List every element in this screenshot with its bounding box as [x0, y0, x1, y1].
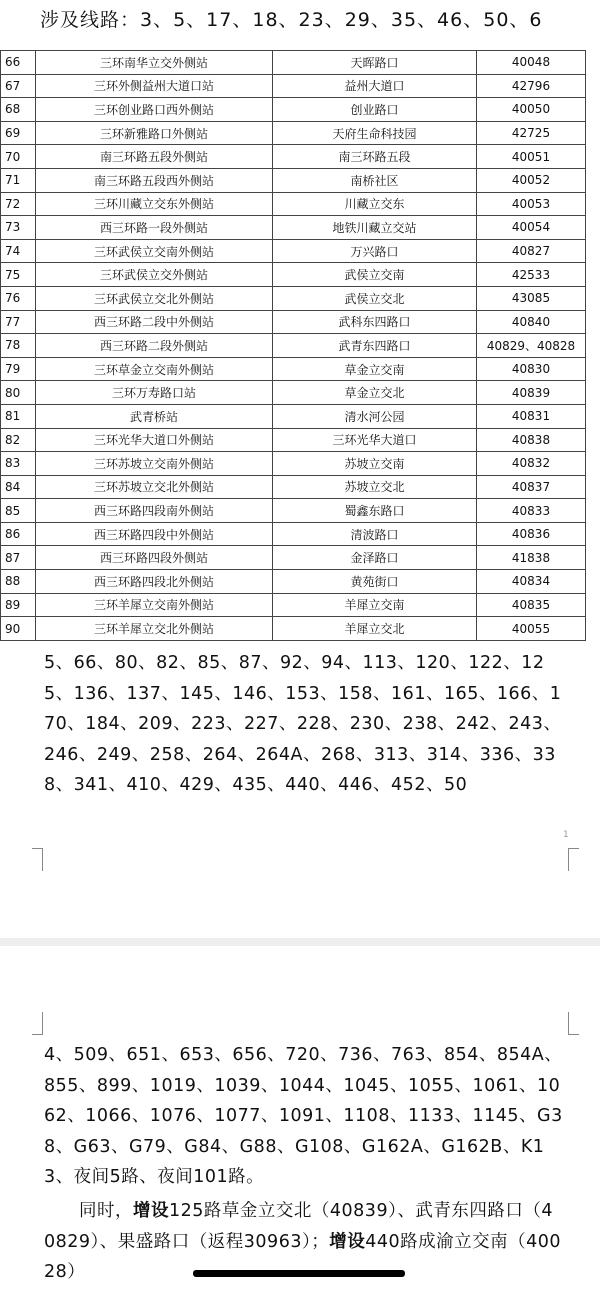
- station-name: 三环南华立交外侧站: [36, 51, 273, 75]
- station-index: 72: [1, 192, 36, 216]
- station-name: 三环光华大道口外侧站: [36, 428, 273, 452]
- table-row: [1, 310, 586, 334]
- table-row: [1, 570, 586, 594]
- station-index: 67: [1, 74, 36, 98]
- table-row: [1, 357, 586, 381]
- station-code: 40834: [477, 570, 586, 594]
- station-road: 羊犀立交北: [273, 617, 477, 641]
- station-code: 40832: [477, 452, 586, 476]
- station-name: 三环羊犀立交北外侧站: [36, 617, 273, 641]
- station-index: 80: [1, 381, 36, 405]
- table-row: [1, 452, 586, 476]
- station-name: 三环武侯立交南外侧站: [36, 239, 273, 263]
- station-code: 40839: [477, 381, 586, 405]
- station-road: 金泽路口: [273, 546, 477, 570]
- station-road: 黄苑街口: [273, 570, 477, 594]
- station-code: 40831: [477, 404, 586, 428]
- station-index: 90: [1, 617, 36, 641]
- table-row: [1, 51, 586, 75]
- station-name: 西三环路四段南外侧站: [36, 499, 273, 523]
- station-index: 85: [1, 499, 36, 523]
- station-index: 87: [1, 546, 36, 570]
- table-row: [1, 168, 586, 192]
- table-row: [1, 593, 586, 617]
- station-index: 76: [1, 286, 36, 310]
- station-index: 68: [1, 98, 36, 122]
- routes-line: 涉及线路：3、5、17、18、23、29、35、46、50、6: [40, 9, 543, 31]
- station-road: 羊犀立交南: [273, 593, 477, 617]
- table-row: [1, 334, 586, 358]
- page-number: 1: [563, 830, 569, 840]
- station-code: 40050: [477, 98, 586, 122]
- table-row: [1, 98, 586, 122]
- station-name: 西三环路四段北外侧站: [36, 570, 273, 594]
- station-name: 三环新雅路口外侧站: [36, 121, 273, 145]
- station-name: 三环创业路口西外侧站: [36, 98, 273, 122]
- table-row: [1, 475, 586, 499]
- station-code: 40053: [477, 192, 586, 216]
- station-code: 42725: [477, 121, 586, 145]
- table-row: [1, 74, 586, 98]
- station-road: 草金立交北: [273, 381, 477, 405]
- station-name: 三环苏坡立交南外侧站: [36, 452, 273, 476]
- station-name: 三环羊犀立交南外侧站: [36, 593, 273, 617]
- station-code: 40827: [477, 239, 586, 263]
- station-road: 武青东四路口: [273, 334, 477, 358]
- station-road: 蜀鑫东路口: [273, 499, 477, 523]
- station-name: 西三环路二段中外侧站: [36, 310, 273, 334]
- station-road: 草金立交南: [273, 357, 477, 381]
- final-text-2: 125路草金立交北（40839）、武青东四路口（40829）、果盛路口（返程30963）；: [44, 1201, 553, 1252]
- table-row: [1, 239, 586, 263]
- station-code: 40829、40828: [477, 334, 586, 358]
- station-table: [0, 50, 586, 641]
- table-row: [1, 192, 586, 216]
- page-corner-mark: [568, 1012, 579, 1035]
- table-row: [1, 145, 586, 169]
- station-index: 83: [1, 452, 36, 476]
- station-code: 40833: [477, 499, 586, 523]
- final-text-1: 同时，: [79, 1201, 133, 1221]
- station-index: 70: [1, 145, 36, 169]
- route-list-page1: 5、66、80、82、85、87、92、94、113、120、122、125、136、137、145、146、153、158、161、165、166、170、184、209、223、227、228、230、238、242、243、246、249、258、264、264A、268、313、314、336、338、341、410、429、435、440、446、452、50: [44, 653, 562, 796]
- station-name: 三环川藏立交东外侧站: [36, 192, 273, 216]
- station-code: 42533: [477, 263, 586, 287]
- station-code: 40054: [477, 216, 586, 240]
- station-name: 南三环路五段外侧站: [36, 145, 273, 169]
- station-name: 三环外侧益州大道口站: [36, 74, 273, 98]
- station-name: 三环武侯立交北外侧站: [36, 286, 273, 310]
- station-index: 79: [1, 357, 36, 381]
- table-row: [1, 428, 586, 452]
- station-name: 武青桥站: [36, 404, 273, 428]
- station-name: 三环草金立交南外侧站: [36, 357, 273, 381]
- station-index: 89: [1, 593, 36, 617]
- station-road: 武侯立交北: [273, 286, 477, 310]
- station-code: 40840: [477, 310, 586, 334]
- station-road: 川藏立交东: [273, 192, 477, 216]
- station-code: 41838: [477, 546, 586, 570]
- station-code: 40835: [477, 593, 586, 617]
- station-name: 西三环路四段中外侧站: [36, 522, 273, 546]
- table-row: [1, 121, 586, 145]
- station-code: 40048: [477, 51, 586, 75]
- page-corner-mark: [32, 1012, 43, 1035]
- station-name: 三环武侯立交外侧站: [36, 263, 273, 287]
- table-row: [1, 617, 586, 641]
- station-road: 创业路口: [273, 98, 477, 122]
- station-name: 南三环路五段西外侧站: [36, 168, 273, 192]
- table-row: [1, 522, 586, 546]
- station-index: 74: [1, 239, 36, 263]
- station-road: 苏坡立交北: [273, 475, 477, 499]
- station-index: 86: [1, 522, 36, 546]
- station-index: 75: [1, 263, 36, 287]
- station-code: 42796: [477, 74, 586, 98]
- station-road: 天晖路口: [273, 51, 477, 75]
- underline-mark: [193, 1270, 405, 1277]
- station-road: 南桥社区: [273, 168, 477, 192]
- table-row: [1, 499, 586, 523]
- station-index: 78: [1, 334, 36, 358]
- table-row: [1, 286, 586, 310]
- station-road: 益州大道口: [273, 74, 477, 98]
- page-separator: [0, 938, 600, 946]
- station-code: 40051: [477, 145, 586, 169]
- station-road: 南三环路五段: [273, 145, 477, 169]
- final-text-3: 440路成渝立交南（40028）: [44, 1231, 562, 1283]
- station-road: 武侯立交南: [273, 263, 477, 287]
- table-row: [1, 404, 586, 428]
- table-row: [1, 216, 586, 240]
- station-name: 三环万寿路口站: [36, 381, 273, 405]
- page-corner-mark: [568, 848, 579, 871]
- page-corner-mark: [32, 848, 43, 871]
- table-row: [1, 546, 586, 570]
- station-name: 西三环路四段外侧站: [36, 546, 273, 570]
- station-road: 武科东四路口: [273, 310, 477, 334]
- station-index: 82: [1, 428, 36, 452]
- station-code: 40836: [477, 522, 586, 546]
- final-bold-1: 增设: [133, 1201, 169, 1221]
- final-bold-2: 增设: [329, 1231, 366, 1252]
- station-road: 地铁川藏立交站: [273, 216, 477, 240]
- station-name: 三环苏坡立交北外侧站: [36, 475, 273, 499]
- table-row: [1, 381, 586, 405]
- station-code: 40830: [477, 357, 586, 381]
- station-index: 69: [1, 121, 36, 145]
- station-index: 84: [1, 475, 36, 499]
- station-road: 天府生命科技园: [273, 121, 477, 145]
- station-code: 40837: [477, 475, 586, 499]
- station-code: 40052: [477, 168, 586, 192]
- table-row: [1, 263, 586, 287]
- station-index: 81: [1, 404, 36, 428]
- station-code: 40838: [477, 428, 586, 452]
- station-name: 西三环路二段外侧站: [36, 334, 273, 358]
- station-road: 三环光华大道口: [273, 428, 477, 452]
- station-index: 77: [1, 310, 36, 334]
- station-name: 西三环路一段外侧站: [36, 216, 273, 240]
- station-index: 66: [1, 51, 36, 75]
- station-code: 43085: [477, 286, 586, 310]
- station-index: 71: [1, 168, 36, 192]
- station-index: 88: [1, 570, 36, 594]
- station-road: 苏坡立交南: [273, 452, 477, 476]
- station-road: 万兴路口: [273, 239, 477, 263]
- station-road: 清水河公园: [273, 404, 477, 428]
- route-list-page2: 4、509、651、653、656、720、736、763、854、854A、855、899、1019、1039、1044、1045、1055、1061、1062、1066、1076、1077、1091、1108、1133、1145、G38、G63、G79、G84、G88、G108、G162A、G162B、K13、夜间5路、夜间101路。: [44, 1045, 563, 1188]
- station-index: 73: [1, 216, 36, 240]
- station-code: 40055: [477, 617, 586, 641]
- station-road: 清波路口: [273, 522, 477, 546]
